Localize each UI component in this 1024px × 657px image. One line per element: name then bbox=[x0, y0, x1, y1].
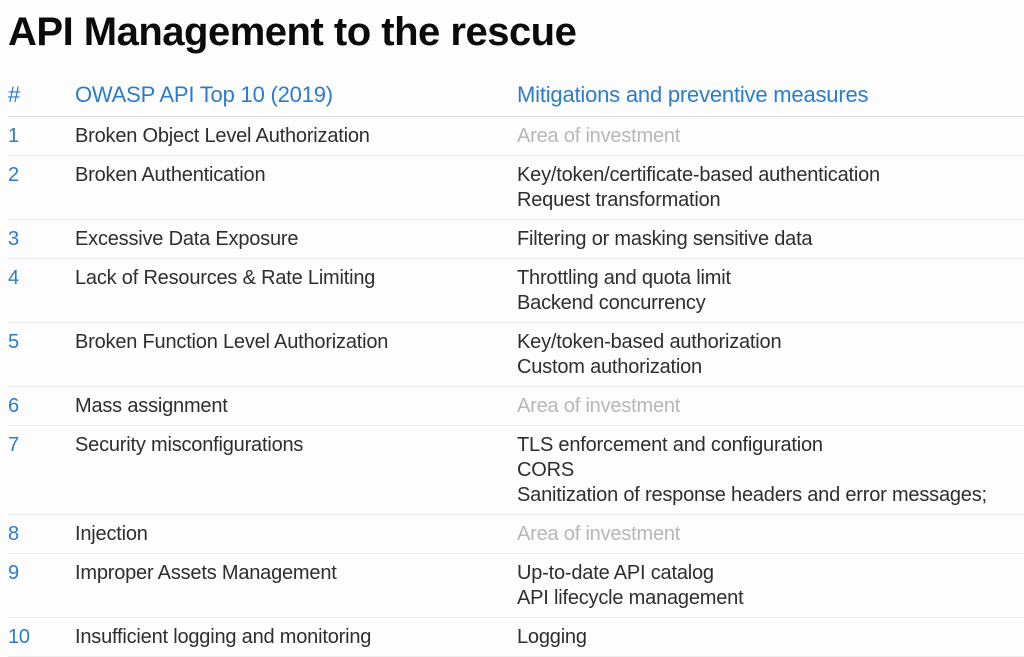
mitigation-line: Throttling and quota limit bbox=[517, 267, 731, 289]
row-mitigations bbox=[517, 163, 1024, 213]
table-row bbox=[8, 554, 1024, 618]
table-row bbox=[8, 387, 1024, 426]
row-number: 1 bbox=[8, 125, 19, 147]
table-row bbox=[8, 323, 1024, 387]
row-issue: Security misconfigurations bbox=[75, 434, 304, 456]
table-row bbox=[8, 618, 1024, 657]
table-body bbox=[8, 117, 1024, 657]
row-mitigations bbox=[517, 394, 1024, 419]
row-mitigations bbox=[517, 227, 1024, 252]
row-issue: Broken Authentication bbox=[75, 164, 266, 186]
mitigation-line: API lifecycle management bbox=[517, 587, 744, 609]
page-title: API Management to the rescue bbox=[8, 10, 577, 54]
mitigation-line: Logging bbox=[517, 626, 587, 648]
mitigation-line: Sanitization of response headers and error messages; bbox=[517, 484, 987, 506]
row-number: 4 bbox=[8, 267, 19, 289]
row-mitigations bbox=[517, 561, 1024, 611]
table-row bbox=[8, 515, 1024, 554]
mitigation-line: Backend concurrency bbox=[517, 292, 706, 314]
row-number: 8 bbox=[8, 523, 19, 545]
mitigation-line: Filtering or masking sensitive data bbox=[517, 228, 813, 250]
row-issue: Injection bbox=[75, 523, 148, 545]
table-row bbox=[8, 259, 1024, 323]
row-issue: Mass assignment bbox=[75, 395, 228, 417]
mitigation-line: Area of investment bbox=[517, 125, 681, 147]
mitigation-line: Custom authorization bbox=[517, 356, 702, 378]
row-issue: Broken Object Level Authorization bbox=[75, 125, 370, 147]
mitigation-line: Request transformation bbox=[517, 189, 721, 211]
mitigation-line: Key/token/certificate-based authentication bbox=[517, 164, 880, 186]
mitigation-line: Area of investment bbox=[517, 395, 681, 417]
row-number: 5 bbox=[8, 331, 19, 353]
row-mitigations bbox=[517, 433, 1024, 508]
mitigation-line: Area of investment bbox=[517, 523, 681, 545]
row-issue: Insufficient logging and monitoring bbox=[75, 626, 372, 648]
row-mitigations bbox=[517, 266, 1024, 316]
table-row bbox=[8, 117, 1024, 156]
row-mitigations bbox=[517, 330, 1024, 380]
row-number: 10 bbox=[8, 626, 30, 648]
table-header-row bbox=[8, 80, 1024, 117]
mitigation-line: Key/token-based authorization bbox=[517, 331, 782, 353]
table-row bbox=[8, 426, 1024, 515]
table-row bbox=[8, 220, 1024, 259]
header-owasp-top10: OWASP API Top 10 (2019) bbox=[75, 82, 333, 107]
row-number: 3 bbox=[8, 228, 19, 250]
row-issue: Improper Assets Management bbox=[75, 562, 337, 584]
mitigation-line: TLS enforcement and configuration bbox=[517, 434, 823, 456]
row-number: 7 bbox=[8, 434, 19, 456]
mitigation-line: CORS bbox=[517, 459, 574, 481]
owasp-mitigations-table bbox=[8, 80, 1024, 657]
row-issue: Lack of Resources & Rate Limiting bbox=[75, 267, 376, 289]
row-issue: Broken Function Level Authorization bbox=[75, 331, 389, 353]
mitigation-line: Up-to-date API catalog bbox=[517, 562, 714, 584]
row-number: 6 bbox=[8, 395, 19, 417]
table-row bbox=[8, 156, 1024, 220]
row-number: 2 bbox=[8, 164, 19, 186]
row-issue: Excessive Data Exposure bbox=[75, 228, 299, 250]
header-mitigations: Mitigations and preventive measures bbox=[517, 82, 869, 107]
header-number: # bbox=[8, 82, 21, 107]
row-mitigations bbox=[517, 625, 1024, 650]
row-mitigations bbox=[517, 124, 1024, 149]
row-mitigations bbox=[517, 522, 1024, 547]
row-number: 9 bbox=[8, 562, 19, 584]
